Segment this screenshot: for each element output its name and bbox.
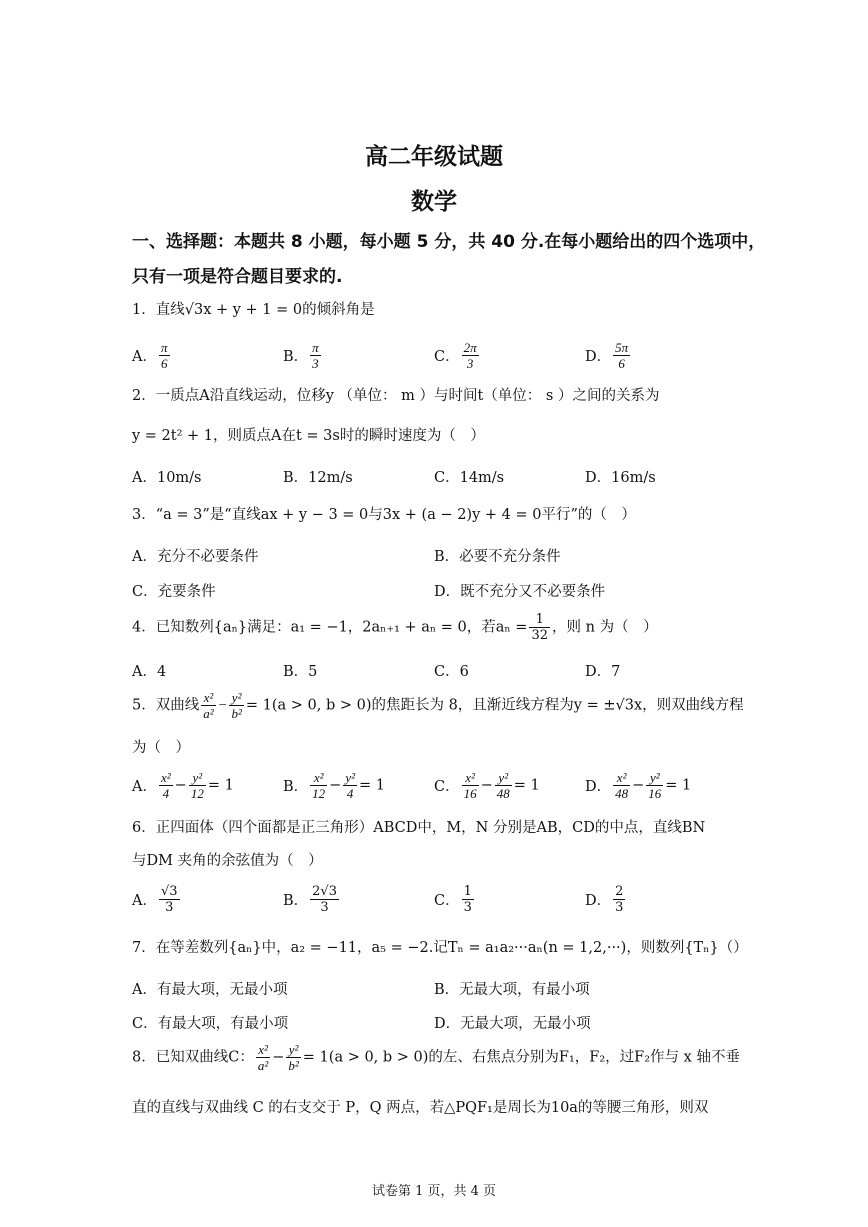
page-title: 高二年级试题 <box>365 144 503 170</box>
q2-option-d: D．16m/s <box>585 470 656 486</box>
q2-option-a: A．10m/s <box>132 470 202 486</box>
question-6-line2: 与DM 夹角的余弦值为（ ） <box>132 853 323 869</box>
question-4-stem <box>132 612 658 643</box>
q1-option-a <box>132 340 172 371</box>
option-label: D． <box>585 349 612 365</box>
q1-option-b <box>283 340 323 371</box>
q5-option-d: D． $\frac{\text{x²}}{48}$ − $\frac{\text{y²}}{16}$ = 1 <box>585 770 692 801</box>
q4-stem-before: 4．已知数列{aₙ}满足：a₁ = −1，2aₙ₊₁ + aₙ = 0，若aₙ = <box>132 619 528 636</box>
subject-title: 数学 <box>411 189 457 215</box>
q7-option-a: A．有最大项，无最小项 <box>132 982 288 998</box>
fraction: $\frac{\text{x²}}{\text{a²}}$ <box>203 690 214 721</box>
q5-after: = 1(a > 0, b > 0)的焦距长为 8，且渐近线方程为y = ±√3x，则双曲线方程 <box>245 697 744 714</box>
q4-option-d: D．7 <box>585 664 621 680</box>
q3-option-b: B．必要不充分条件 <box>434 549 561 565</box>
q5-option-b: B． $\frac{\text{x²}}{12}$ − $\frac{\text{y²}}{4}$ = 1 <box>283 770 385 801</box>
q6-option-b: B． $\frac{2√3}{3}$ <box>283 884 337 915</box>
q8-before: 8．已知双曲线C： <box>132 1049 254 1066</box>
q2-option-b: B．12m/s <box>283 470 353 486</box>
q5-before: 5．双曲线 <box>132 697 200 714</box>
page-footer: 试卷第 1 页，共 4 页 <box>371 1184 497 1199</box>
q4-option-c: C．6 <box>434 664 469 680</box>
question-6-line1: 6．正四面体（四个面都是正三角形）ABCD中，M，N 分别是AB，CD的中点，直线BN <box>132 820 706 836</box>
option-label: A． <box>132 349 157 365</box>
q6-option-c: C． $\frac{1}{3}$ <box>434 884 472 915</box>
question-1-stem: 1．直线√3x + y + 1 = 0的倾斜角是 <box>132 302 375 318</box>
question-5-line1: 5．双曲线 $\frac{\text{x²}}{\text{a²}}$ − $\frac{\text{y²}}{\text{b²}}$ = 1(a > 0, b > 0)的焦距长为 8，且渐近线方程为y = ±√3x，则双曲线方程 <box>132 690 744 721</box>
section-heading-line1: 一、选择题：本题共 8 小题，每小题 5 分，共 40 分.在每小题给出的四个选项中， <box>132 232 766 252</box>
q5-option-c: C． $\frac{\text{x²}}{16}$ − $\frac{\text{y²}}{48}$ = 1 <box>434 770 540 801</box>
q4-option-a: A．4 <box>132 664 167 680</box>
q1-option-d <box>585 340 632 371</box>
q7-option-c: C．有最大项，有最小项 <box>132 1016 289 1032</box>
question-2-line1: 2．一质点A沿直线运动，位移y （单位： m ）与时间t（单位： s ）之间的关系为 <box>132 388 660 404</box>
question-7-stem: 7．在等差数列{aₙ}中，a₂ = −11，a₅ = −2.记Tₙ = a₁a₂···aₙ(n = 1,2,···)，则数列{Tₙ}（） <box>132 940 748 956</box>
q3-option-c: C．充要条件 <box>132 584 216 600</box>
q5-option-a: A． $\frac{\text{x²}}{4}$ − $\frac{\text{y²}}{12}$ = 1 <box>132 770 234 801</box>
question-3-stem: 3．“a = 3”是“直线ax + y − 3 = 0与3x + (a − 2)y + 4 = 0平行”的（ ） <box>132 507 636 523</box>
fraction: $\frac{\pi}{6}$ <box>160 340 168 371</box>
fraction: $\frac{2\pi}{3}$ <box>463 340 477 371</box>
q2-option-c: C．14m/s <box>434 470 505 486</box>
fraction: $\frac{1}{32}$ <box>531 612 549 643</box>
section-heading-line2: 只有一项是符合题目要求的. <box>132 267 343 287</box>
q4-option-b: B．5 <box>283 664 318 680</box>
q1-option-c <box>434 340 481 371</box>
fraction: $\frac{5\pi}{6}$ <box>615 340 629 371</box>
q6-option-d: D． $\frac{2}{3}$ <box>585 884 624 915</box>
option-label: C． <box>434 349 460 365</box>
q7-option-d: D．无最大项，无最小项 <box>434 1016 591 1032</box>
fraction: $\frac{\pi}{3}$ <box>312 340 319 371</box>
question-5-line2: 为（ ） <box>132 740 190 756</box>
q8-after: = 1(a > 0, b > 0)的左、右焦点分别为F₁，F₂，过F₂作与 x 轴不垂 <box>302 1049 740 1066</box>
question-8-line2: 直的直线与双曲线 C 的右支交于 P，Q 两点，若△PQF₁是周长为10a的等腰三角形，则双 <box>132 1100 709 1116</box>
question-2-line2: y = 2t² + 1，则质点A在t = 3s时的瞬时速度为（ ） <box>132 428 485 444</box>
question-8-line1: 8．已知双曲线C： $\frac{\text{x²}}{\text{a²}}$ − $\frac{\text{y²}}{\text{b²}}$ = 1(a > 0, b > 0)的左、右焦点分别为F₁，F₂，过F₂作与 x 轴不垂 <box>132 1042 740 1073</box>
fraction: $\frac{\text{y²}}{\text{b²}}$ <box>231 690 242 721</box>
option-label: B． <box>283 349 309 365</box>
q3-option-a: A．充分不必要条件 <box>132 549 259 565</box>
q3-option-d: D．既不充分又不必要条件 <box>434 584 606 600</box>
q4-stem-after: ，则 n 为（ ） <box>552 619 658 636</box>
q6-option-a: A． $\frac{√3}{3}$ <box>132 884 178 915</box>
q7-option-b: B．无最大项，有最小项 <box>434 982 590 998</box>
